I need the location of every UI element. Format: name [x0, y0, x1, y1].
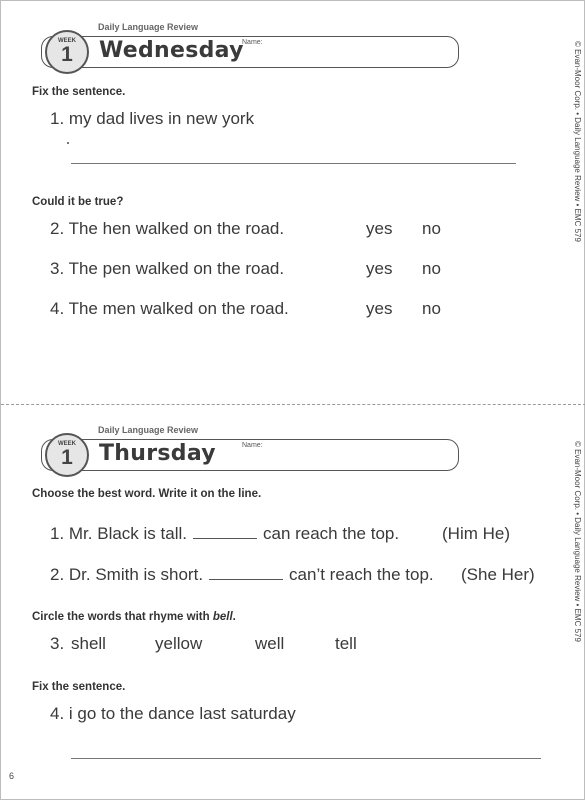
- blank-line-q2[interactable]: [209, 579, 283, 580]
- question-1-thursday: 1. Mr. Black is tall. can reach the top.: [50, 524, 400, 543]
- rhyme-word-2[interactable]: yellow: [155, 634, 203, 653]
- series-title-thursday: Daily Language Review: [98, 425, 199, 435]
- blank-line-q1[interactable]: [193, 538, 257, 539]
- question-3: 3. The pen walked on the road.: [50, 259, 285, 278]
- rhyme-word-3[interactable]: well: [255, 634, 285, 653]
- choices-q2[interactable]: (She Her): [461, 565, 535, 584]
- week-badge-wednesday: [45, 30, 89, 74]
- instruction-could-it-be-true: Could it be true?: [32, 196, 124, 208]
- answer-line-4[interactable]: [71, 758, 541, 759]
- week-number: 1: [61, 446, 73, 469]
- question-2: 2. The hen walked on the road.: [50, 219, 285, 238]
- option-no-q4[interactable]: no: [422, 299, 441, 318]
- question-4: 4. The men walked on the road.: [50, 299, 289, 318]
- worksheet-page: Daily Language Review Wednesday Name: WEEK 1 Fix the sentence. 1. my dad lives in new york Could it be true? 2. The hen walked on the road. yes no 3. The pen walked on the road. yes no 4. The men walked on the road. yes no © Evan-Moor Corp. • Daily Language Review • EMC 579 Daily Language Review Thursday Name: WEEK 1 Choose the best word. Write it on the line. 1. Mr. Black is tall. can reach the top. (Him He) 2. Dr. Smith is short. can’t reach the top. (She Her) Circle the words that rhyme with bell. 3. shell yellow well tell Fix the sentence. 4. i go to the dance last saturday © Evan-Moor Corp. • Daily Language Review • EMC 579 6: [0, 0, 585, 800]
- day-title-wednesday: Wednesday: [99, 38, 244, 63]
- rhyme-word-1[interactable]: shell: [71, 634, 106, 653]
- question-4-thursday: 4. i go to the dance last saturday: [50, 704, 296, 723]
- instruction-rhyme: Circle the words that rhyme with bell.: [32, 611, 236, 623]
- answer-line-1[interactable]: [71, 163, 516, 164]
- series-title-wednesday: Daily Language Review: [98, 22, 199, 32]
- question-3-number: 3.: [50, 634, 65, 653]
- stray-mark: [67, 142, 69, 144]
- name-label-thursday: Name:: [242, 442, 263, 449]
- week-label: WEEK: [58, 441, 76, 447]
- page-number: 6: [9, 771, 15, 781]
- week-label: WEEK: [58, 38, 76, 44]
- cut-line: [1, 404, 585, 405]
- instruction-choose-best-word: Choose the best word. Write it on the line.: [32, 488, 262, 500]
- option-no-q2[interactable]: no: [422, 219, 441, 238]
- question-2-thursday: 2. Dr. Smith is short. can’t reach the top.: [50, 565, 434, 584]
- week-number: 1: [61, 43, 73, 66]
- rhyme-word-4[interactable]: tell: [335, 634, 357, 653]
- option-yes-q4[interactable]: yes: [366, 299, 393, 318]
- option-no-q3[interactable]: no: [422, 259, 441, 278]
- wednesday-banner: [41, 36, 459, 68]
- instruction-fix-sentence: Fix the sentence.: [32, 86, 126, 98]
- thursday-banner: [41, 439, 459, 471]
- choices-q1[interactable]: (Him He): [442, 524, 510, 543]
- name-label-wednesday: Name:: [242, 39, 263, 46]
- week-badge-thursday: [45, 433, 89, 477]
- day-title-thursday: Thursday: [99, 441, 216, 466]
- option-yes-q2[interactable]: yes: [366, 219, 393, 238]
- question-1: 1. my dad lives in new york: [50, 109, 255, 128]
- instruction-fix-sentence-thursday: Fix the sentence.: [32, 681, 126, 693]
- option-yes-q3[interactable]: yes: [366, 259, 393, 278]
